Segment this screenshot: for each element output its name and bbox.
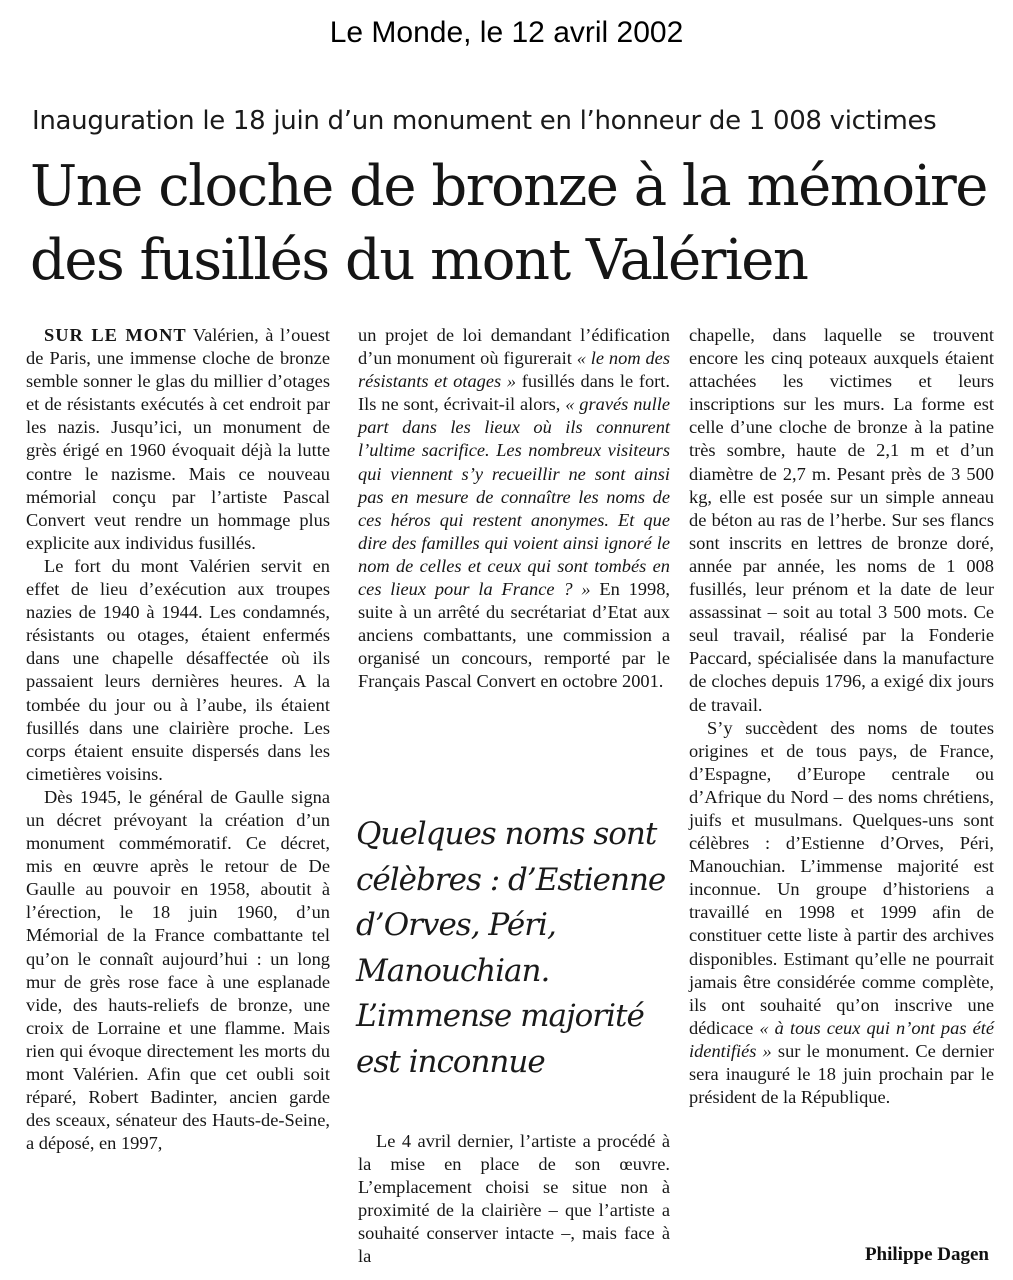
pull-quote: Quelques noms sont célèbres : d’Estienne d’Orves, Péri, Manouchian. L’immense majorité est inconnue [356,816,666,1080]
article-column-2-bottom [358,1130,670,1269]
article-column-3 [689,324,994,1109]
quote-1: « le nom des résistants et otages » [358,348,670,392]
paragraph-7-text-b: sur le monument. Ce dernier sera inauguré le 18 juin prochain par le président de la République. [689,1040,994,1108]
article-headline [30,150,1000,298]
paragraph-7 [689,717,994,1110]
article-kicker: Inauguration le 18 juin d’un monument en l’honneur de 1 008 victimes [32,106,937,136]
article-column-2 [358,324,670,694]
author-byline: Philippe Dagen [864,1244,989,1265]
paragraph-3: Dès 1945, le général de Gaulle signa un décret prévoyant la création d’un monument commémoratif. Ce décret, mis en œuvre après le retour de De Gaulle au pouvoir en 1958, aboutit à l’érection, le 18 juin 1960, d’un Mémorial de la France combattante tel qu’on le connaît aujourd’hui : un long mur de grès rose face à une esplanade vide, des hauts-reliefs de bronze, une croix de Lorraine et une flamme. Mais rien qui évoque directement les morts du mont Valérien. Afin que cet oubli soit réparé, Robert Badinter, ancien garde des sceaux, sénateur des Hauts-de-Seine, a déposé, en 1997, [26,786,330,1154]
quote-3: « à tous ceux qui n’ont pas été identifiés » [689,1017,994,1061]
paragraph-4 [358,324,670,694]
paragraph-4-text-c: En 1998, suite à un arrêté du secrétariat d’Etat aux anciens combattants, une commission a organisé un concours, remporté par le Français Pascal Convert en octobre 2001. [358,579,670,692]
article-column-1 [26,324,330,1155]
quote-2: « gravés nulle part dans les lieux où ils connurent l’ultime sacrifice. Les nombreux visiteurs qui viennent s’y recueillir ne sont ainsi pas en mesure de connaître les noms de ces héros qui restent anonymes. Et que dire des familles qui voient ainsi ignoré le nom de celles et ceux qui sont tombés en ces lieux pour la France ? » [358,394,670,600]
headline-line-1: Une cloche de bronze à la mémoire [30,154,987,219]
paragraph-1 [26,324,330,555]
paragraph-5: Le 4 avril dernier, l’artiste a procédé à la mise en place de son œuvre. L’emplacement choisi se situe non à proximité de la clairière – que l’artiste a souhaité conserver intacte –, mais face à la [358,1131,670,1267]
paragraph-4-text-a: un projet de loi demandant l’édification d’un monument où figurerait [358,325,670,369]
lead-in: SUR LE MONT [44,325,187,345]
publication-source: Le Monde, le 12 avril 2002 [329,16,684,49]
headline-line-2: des fusillés du mont Valérien [30,228,808,293]
paragraph-6: chapelle, dans laquelle se trouvent encore les cinq poteaux auxquels étaient attachées les victimes et leurs inscriptions sur les murs. La forme est celle d’une cloche de bronze à la patine très sombre, haute de 2,1 m et d’un diamètre de 2,7 m. Pesant près de 3 500 kg, elle est posée sur un simple anneau de béton au ras de l’herbe. Sur ses flancs sont inscrits en lettres de bronze doré, année par année, les noms de 1 008 fusillés, leur prénom et la date de leur assassinat – soit au total 3 500 mots. Ce seul travail, réalisé par la Fonderie Paccard, spécialisée dans la manufacture de cloches depuis 1796, a exigé dix jours de travail. [689,325,994,715]
paragraph-4-text-b: fusillés dans le fort. Ils ne sont, écrivait-il alors, [358,371,670,415]
paragraph-1-text: Valérien, à l’ouest de Paris, une immense cloche de bronze semble sonner le glas du millier d’otages et de résistants exécutés à cet endroit par les nazis. Jusqu’ici, un monument de grès érigé en 1960 évoquait déjà la lutte contre le nazisme. Mais ce nouveau mémorial conçu par l’artiste Pascal Convert veut rendre un hommage plus explicite aux individus fusillés. [26,325,330,553]
paragraph-2: Le fort du mont Valérien servit en effet de lieu d’exécution aux troupes nazies de 1940 à 1944. Les condamnés, résistants ou otages, étaient enfermés dans une chapelle désaffectée où ils passaient leurs dernières heures. A la tombée du jour ou à l’aube, ils étaient fusillés dans une clairière proche. Les corps étaient ensuite dispersés dans les cimetières voisins. [26,555,330,784]
paragraph-7-text-a: S’y succèdent des noms de toutes origines et de tous pays, de France, d’Espagne, d’Europe centrale ou d’Afrique du Nord – des noms chrétiens, juifs et musulmans. Quelques-uns sont célèbres : d’Estienne d’Orves, Péri, Manouchian. L’immense majorité est inconnue. Un groupe d’historiens a travaillé en 1998 et 1999 afin de constituer cette liste à partir des archives disponibles. Estimant qu’elle ne pourrait jamais être considérée comme complète, ils ont souhaité qu’on inscrive une dédicace [689,717,994,1038]
